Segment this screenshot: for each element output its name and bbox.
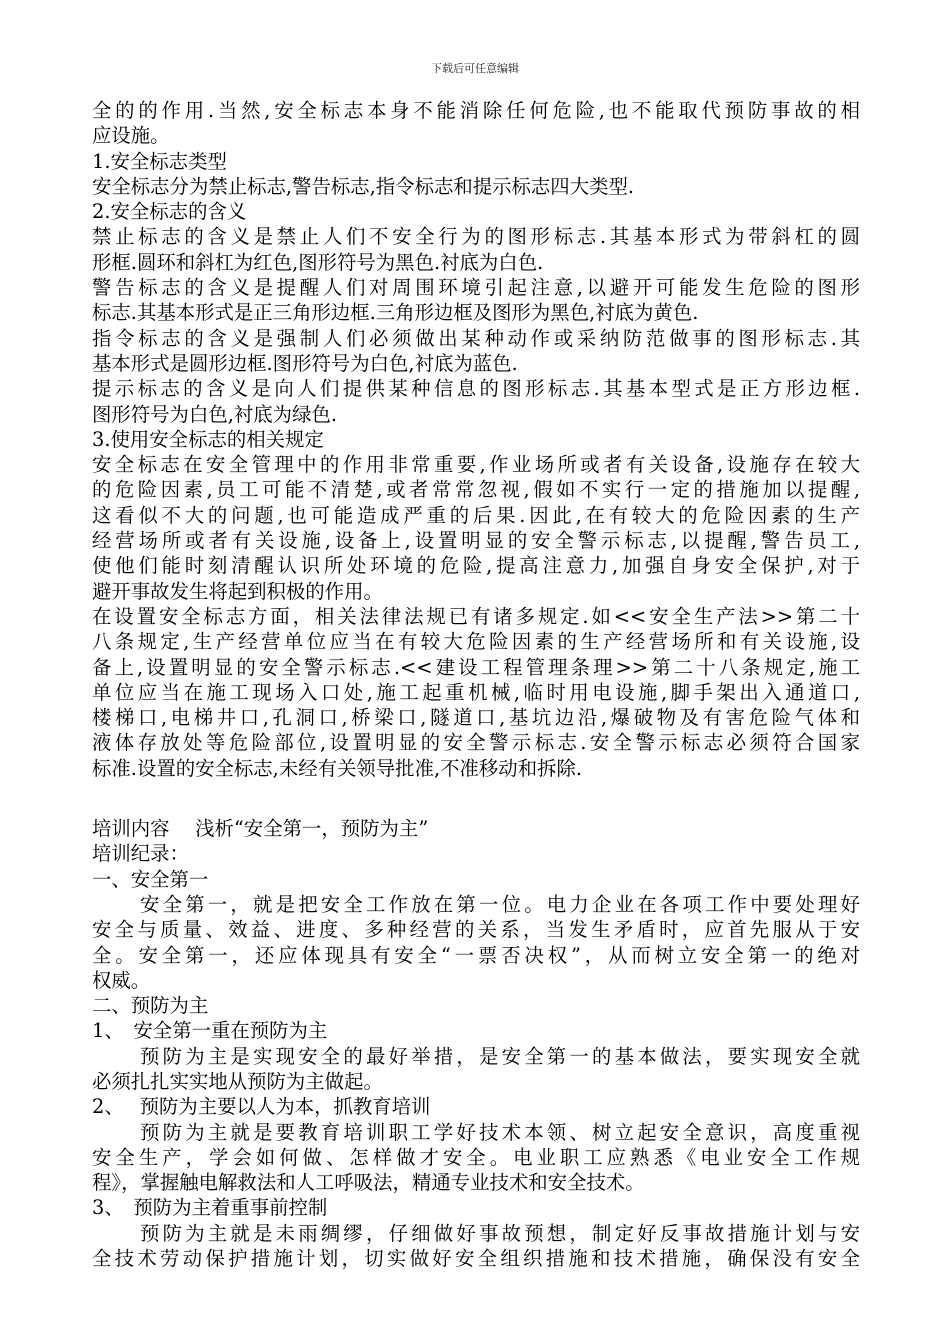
intro-line-1: 全的的作用.当然,安全标志本身不能消除任何危险,也不能取代预防事故的相	[92, 99, 860, 122]
rules-para1-line-6: 避开事故发生将起到积极的作用。	[92, 579, 383, 603]
prohibit-line-1: 禁止标志的含义是禁止人们不安全行为的图形标志.其基本形式为带斜杠的圆	[92, 225, 860, 249]
heading-sign-meaning: 2.安全标志的含义	[92, 200, 247, 224]
warning-line-2: 标志.其基本形式是正三角形边框.三角形边框及图形为黑色,衬底为黄色.	[92, 301, 699, 325]
rules-para2-line-7: 标准.设置的安全标志,未经有关领导批准,不准移动和拆除.	[92, 756, 583, 780]
heading-prevention-first: 二、预防为主	[92, 994, 209, 1018]
sub1-heading: 1、 安全第一重在预防为主	[92, 1019, 328, 1043]
training-record: 培训纪录：	[92, 842, 189, 866]
sub3-line-2: 全技术劳动保护措施计划，切实做好安全组织措施和技术措施，确保没有安全	[92, 1247, 860, 1271]
rules-para1-line-3: 这看似不大的问题,也可能造成严重的后果.因此,在有较大的危险因素的生产	[92, 503, 860, 527]
safety-first-line-3: 全。安全第一，还应体现具有安全“一票否决权”，从而树立安全第一的绝对	[92, 943, 860, 967]
sub3-line-1: 预防为主就是未雨绸缪，仔细做好事故预想，制定好反事故措施计划与安	[140, 1221, 860, 1245]
rules-para2-line-3: 备上,设置明显的安全警示标志.<<建设工程管理条理>>第二十八条规定,施工	[92, 655, 860, 679]
safety-first-line-4: 权威。	[92, 968, 151, 992]
warning-line-1: 警告标志的含义是提醒人们对周围环境引起注意,以避开可能发生危险的图形	[92, 276, 860, 300]
sub1-line-1: 预防为主是实现安全的最好举措，是安全第一的基本做法，要实现安全就	[140, 1044, 860, 1068]
rules-para2-line-5: 楼梯口,电梯井口,孔洞口,桥梁口,隧道口,基坑边沿,爆破物及有害危险气体和	[92, 706, 860, 730]
sub2-line-2: 安全生产，学会如何做、怎样做才安全。电业职工应熟悉《电业安全工作规	[92, 1145, 860, 1169]
sub2-heading: 2、 预防为主要以人为本，抓教育培训	[92, 1095, 431, 1119]
heading-sign-rules: 3.使用安全标志的相关规定	[92, 427, 324, 451]
document-body	[92, 98, 860, 1271]
mandatory-line-1: 指令标志的含义是强制人们必须做出某种动作或采纳防范做事的图形标志.其	[92, 326, 860, 350]
rules-para2-line-1: 在设置安全标志方面，相关法律法规已有诸多规定.如<<安全生产法>>第二十	[92, 604, 860, 628]
sign-types-text: 安全标志分为禁止标志,警告标志,指令标志和提示标志四大类型.	[92, 174, 635, 198]
training-content: 培训内容 浅析“安全第一，预防为主”	[92, 817, 429, 841]
safety-first-line-1: 安全第一，就是把安全工作放在第一位。电力企业在各项工作中要处理好	[140, 892, 860, 916]
sub1-line-2: 必须扎扎实实地从预防为主做起。	[92, 1069, 383, 1093]
rules-para2-line-4: 单位应当在施工现场入口处,施工起重机械,临时用电设施,脚手架出入通道口,	[92, 680, 860, 704]
sub2-line-1: 预防为主就是要教育培训职工学好技术本领、树立起安全意识，高度重视	[140, 1120, 860, 1144]
rules-para1-line-5: 使他们能时刻清醒认识所处环境的危险,提高注意力,加强自身安全保护,对于	[92, 554, 860, 578]
rules-para1-line-1: 安全标志在安全管理中的作用非常重要,作业场所或者有关设备,设施存在较大	[92, 453, 860, 477]
mandatory-line-2: 基本形式是圆形边框.图形符号为白色,衬底为蓝色.	[92, 351, 518, 375]
rules-para2-line-2: 八条规定,生产经营单位应当在有较大危险因素的生产经营场所和有关设施,设	[92, 630, 860, 654]
sub3-heading: 3、 预防为主着重事前控制	[92, 1196, 328, 1220]
heading-sign-types: 1.安全标志类型	[92, 149, 227, 173]
page-header: 下载后可任意编辑	[431, 62, 519, 75]
rules-para1-line-2: 的危险因素,员工可能不清楚,或者常常忽视,假如不实行一定的措施加以提醒,	[92, 478, 860, 502]
heading-safety-first: 一、安全第一	[92, 867, 209, 891]
prohibit-line-2: 形框.圆环和斜杠为红色,图形符号为黑色.衬底为白色.	[92, 250, 544, 274]
info-line-1: 提示标志的含义是向人们提供某种信息的图形标志.其基本型式是正方形边框.	[92, 377, 860, 401]
rules-para1-line-4: 经营场所或者有关设施,设备上,设置明显的安全警示标志,以提醒,警告员工,	[92, 529, 860, 553]
section-gap	[92, 781, 860, 816]
sub2-line-3: 程》，掌握触电解救法和人工呼吸法，精通专业技术和安全技术。	[92, 1171, 645, 1195]
info-line-2: 图形符号为白色,衬底为绿色.	[92, 402, 338, 426]
safety-first-line-2: 安全与质量、效益、进度、多种经营的关系，当发生矛盾时，应首先服从于安	[92, 918, 860, 942]
rules-para2-line-6: 液体存放处等危险部位,设置明显的安全警示标志.安全警示标志必须符合国家	[92, 731, 860, 755]
intro-line-2: 应设施。	[92, 124, 170, 148]
